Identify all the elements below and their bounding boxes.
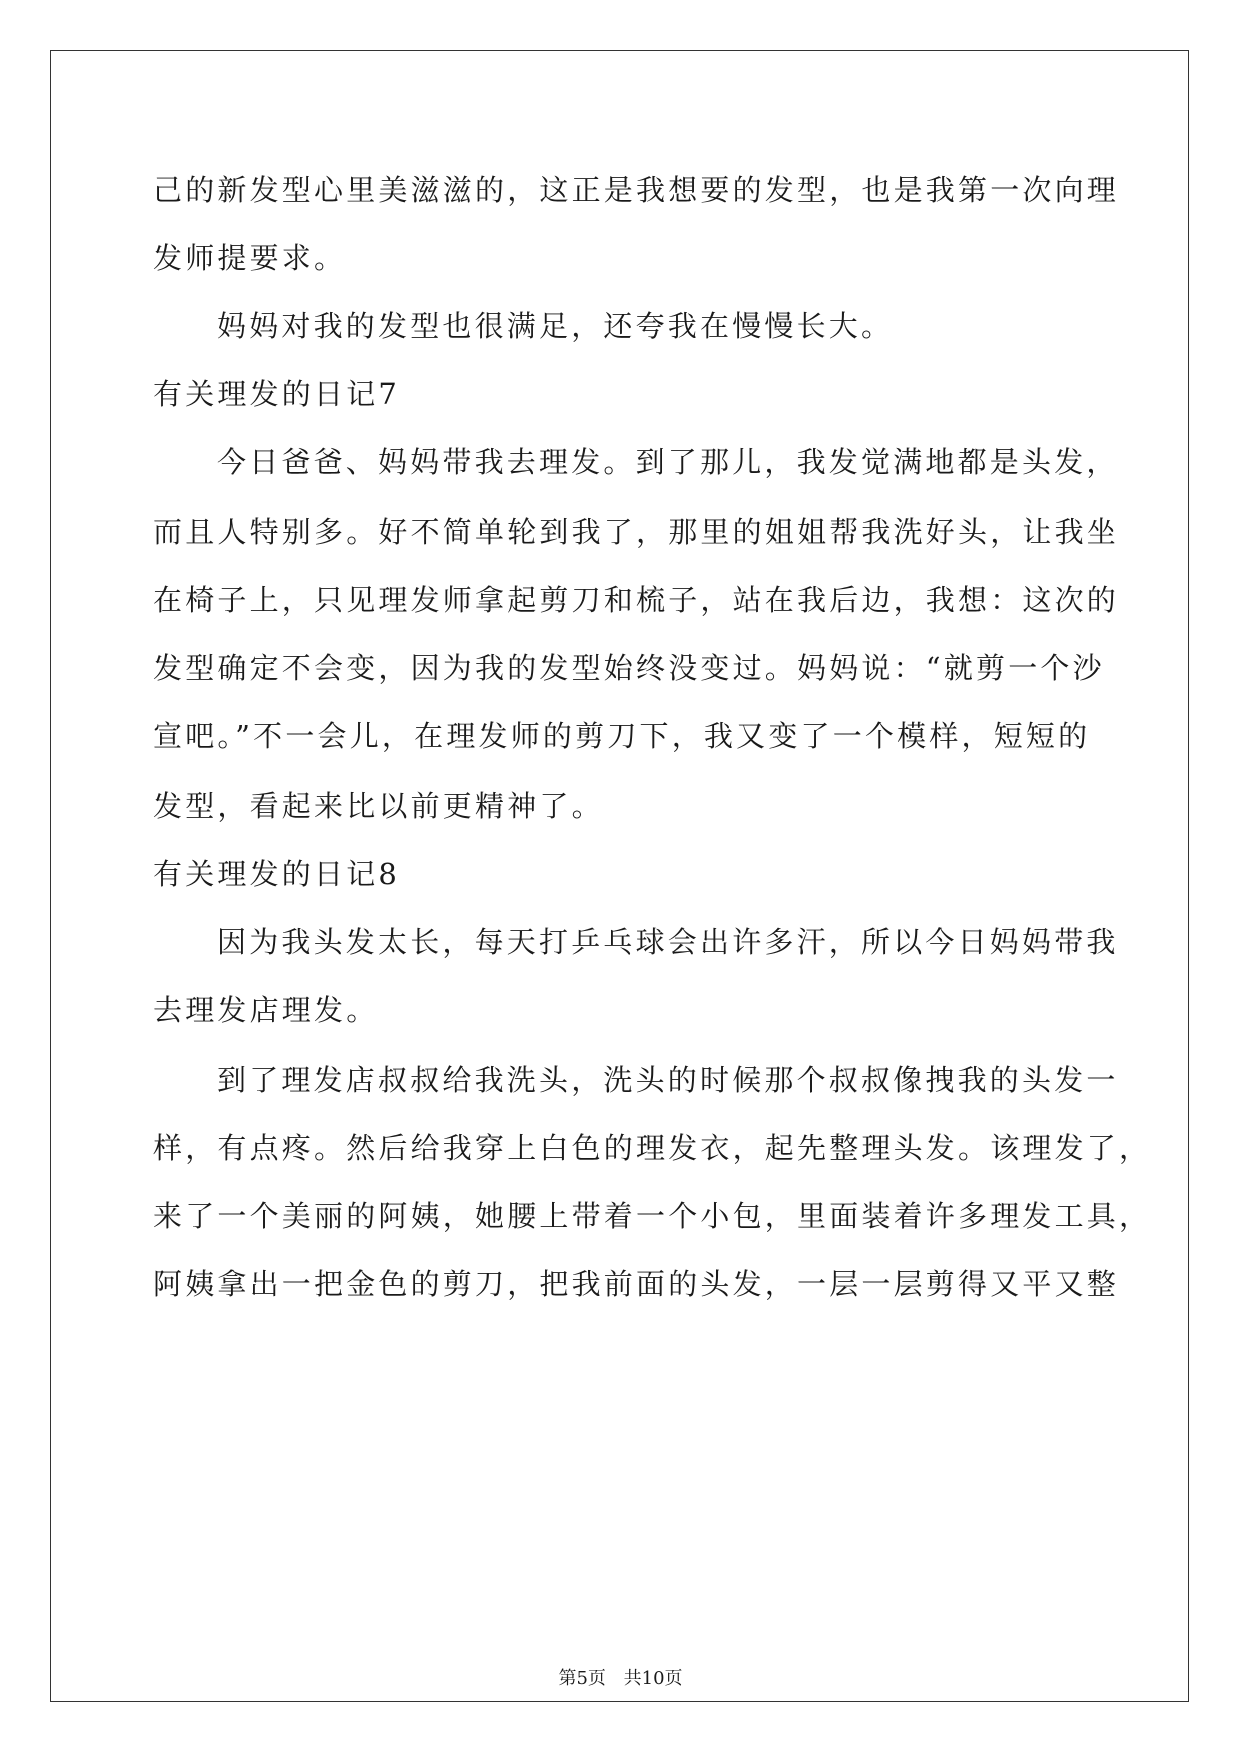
text-line: 妈妈对我的发型也很满足，还夸我在慢慢长大。 — [217, 309, 894, 343]
text-line: 发型确定不会变，因为我的发型始终没变过。妈妈说：“就剪一个沙 — [153, 651, 1105, 685]
text-line: 因为我头发太长，每天打乒乓球会出许多汗，所以今日妈妈带我 — [217, 925, 1119, 959]
page-total: 共10页 — [623, 1668, 683, 1689]
text-line: 来了一个美丽的阿姨，她腰上带着一个小包，里面装着许多理发工具， — [153, 1199, 1152, 1233]
text-line: 己的新发型心里美滋滋的，这正是我想要的发型，也是我第一次向理 — [153, 173, 1120, 207]
text-line: 到了理发店叔叔给我洗头，洗头的时候那个叔叔像拽我的头发一 — [217, 1063, 1119, 1097]
page-footer — [0, 1668, 1241, 1690]
text-line: 而且人特别多。好不简单轮到我了，那里的姐姐帮我洗好头，让我坐 — [153, 515, 1120, 549]
text-line: 今日爸爸、妈妈带我去理发。到了那儿，我发觉满地都是头发， — [217, 445, 1119, 479]
page-number: 第5页 — [558, 1668, 606, 1689]
text-line: 发型，看起来比以前更精神了。 — [153, 789, 604, 823]
text-line: 去理发店理发。 — [153, 993, 379, 1027]
section-heading: 有关理发的日记7 — [153, 377, 401, 411]
text-line: 阿姨拿出一把金色的剪刀，把我前面的头发，一层一层剪得又平又整 — [153, 1267, 1120, 1301]
section-heading: 有关理发的日记8 — [153, 857, 401, 891]
text-line: 样，有点疼。然后给我穿上白色的理发衣，起先整理头发。该理发了， — [153, 1131, 1152, 1165]
text-line: 发师提要求。 — [153, 241, 347, 275]
text-line: 在椅子上，只见理发师拿起剪刀和梳子，站在我后边，我想：这次的 — [153, 583, 1120, 617]
text-line: 宣吧。”不一会儿，在理发师的剪刀下，我又变了一个模样，短短的 — [153, 719, 1091, 753]
